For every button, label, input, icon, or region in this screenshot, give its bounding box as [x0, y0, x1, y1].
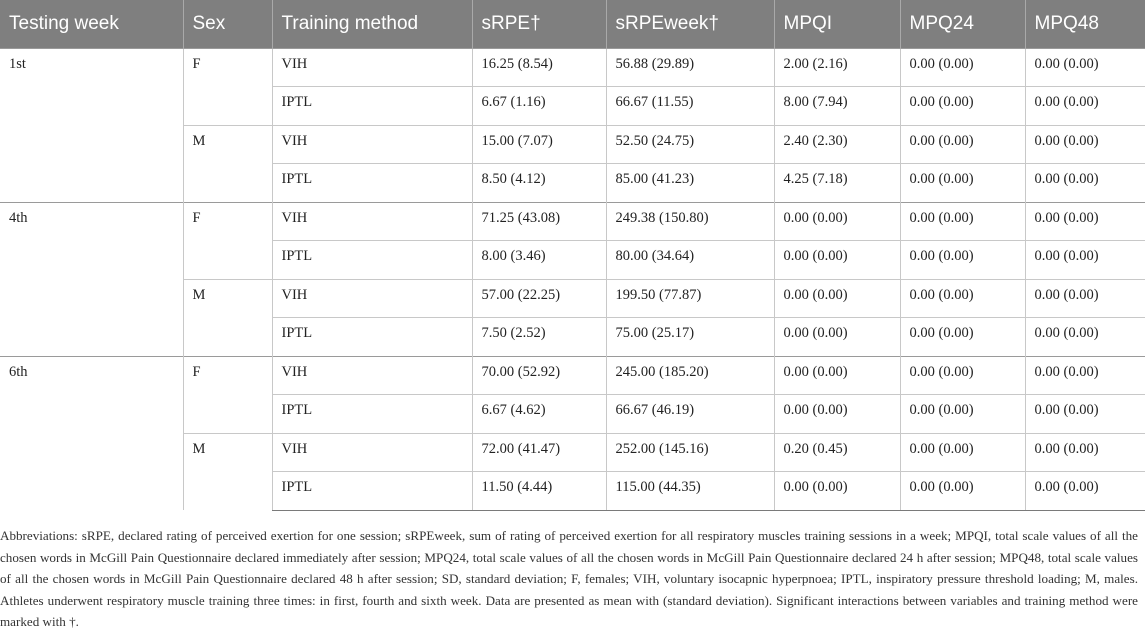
cell-training-method: IPTL	[272, 164, 472, 203]
cell-mpq48: 0.00 (0.00)	[1025, 279, 1145, 318]
cell-srpe-week: 80.00 (34.64)	[606, 241, 774, 280]
cell-srpe: 11.50 (4.44)	[472, 472, 606, 511]
cell-mpq48: 0.00 (0.00)	[1025, 202, 1145, 241]
cell-mpq48: 0.00 (0.00)	[1025, 395, 1145, 434]
cell-training-method: IPTL	[272, 241, 472, 280]
cell-srpe-week: 75.00 (25.17)	[606, 318, 774, 357]
table-footnote: Abbreviations: sRPE, declared rating of perceived exertion for one session; sRPEweek, sum of rating of perceived exertion for all respiratory muscles training sessions in a week; MPQI, total scale values of all the chosen words in McGill Pain Questionnaire declared immediately after session; MPQ24, total scale values of all the chosen words in McGill Pain Questionnaire declared 24 h after session; MPQ48, total scale values of all the chosen words in McGill Pain Questionnaire declared 48 h after session; SD, standard deviation; F, females; VIH, voluntary isocapnic hyperpnoea; IPTL, inspiratory pressure threshold loading; M, males. Athletes underwent respiratory muscle training three times: in first, fourth and sixth week. Data are presented as mean with (standard deviation). Significant interactions between variables and training method were marked with †.	[0, 528, 1138, 629]
table-header	[0, 0, 1145, 48]
header-training-method: Training method	[272, 0, 472, 48]
cell-mpqi: 0.00 (0.00)	[774, 318, 900, 357]
header-row	[0, 0, 1145, 48]
cell-sex: F	[183, 356, 272, 433]
cell-sex: M	[183, 279, 272, 356]
cell-srpe: 6.67 (1.16)	[472, 87, 606, 126]
header-mpq48: MPQ48	[1025, 0, 1145, 48]
cell-testing-week: 4th	[0, 202, 183, 356]
cell-mpqi: 0.00 (0.00)	[774, 202, 900, 241]
cell-mpq48: 0.00 (0.00)	[1025, 472, 1145, 511]
cell-mpq24: 0.00 (0.00)	[900, 241, 1025, 280]
cell-sex: M	[183, 125, 272, 202]
cell-srpe-week: 245.00 (185.20)	[606, 356, 774, 395]
cell-mpq24: 0.00 (0.00)	[900, 202, 1025, 241]
cell-mpq24: 0.00 (0.00)	[900, 48, 1025, 87]
cell-training-method: IPTL	[272, 87, 472, 126]
cell-srpe: 16.25 (8.54)	[472, 48, 606, 87]
cell-mpq48: 0.00 (0.00)	[1025, 87, 1145, 126]
header-srpe-week: sRPEweek†	[606, 0, 774, 48]
cell-mpqi: 0.00 (0.00)	[774, 356, 900, 395]
cell-sex: F	[183, 202, 272, 279]
cell-mpq24: 0.00 (0.00)	[900, 433, 1025, 472]
cell-mpq48: 0.00 (0.00)	[1025, 48, 1145, 87]
cell-srpe-week: 199.50 (77.87)	[606, 279, 774, 318]
cell-sex: M	[183, 433, 272, 510]
cell-training-method: VIH	[272, 356, 472, 395]
cell-mpq24: 0.00 (0.00)	[900, 356, 1025, 395]
cell-srpe: 8.00 (3.46)	[472, 241, 606, 280]
table-row	[0, 202, 1145, 241]
cell-srpe-week: 52.50 (24.75)	[606, 125, 774, 164]
cell-srpe-week: 252.00 (145.16)	[606, 433, 774, 472]
header-srpe: sRPE†	[472, 0, 606, 48]
cell-training-method: IPTL	[272, 472, 472, 511]
cell-srpe-week: 249.38 (150.80)	[606, 202, 774, 241]
cell-mpq48: 0.00 (0.00)	[1025, 164, 1145, 203]
cell-srpe: 72.00 (41.47)	[472, 433, 606, 472]
table-row	[0, 48, 1145, 87]
header-mpq24: MPQ24	[900, 0, 1025, 48]
cell-mpqi: 0.00 (0.00)	[774, 395, 900, 434]
cell-training-method: VIH	[272, 279, 472, 318]
cell-mpq48: 0.00 (0.00)	[1025, 433, 1145, 472]
header-testing-week: Testing week	[9, 12, 119, 34]
cell-mpq24: 0.00 (0.00)	[900, 279, 1025, 318]
cell-mpqi: 0.00 (0.00)	[774, 279, 900, 318]
cell-mpq48: 0.00 (0.00)	[1025, 356, 1145, 395]
cell-mpqi: 2.00 (2.16)	[774, 48, 900, 87]
cell-srpe-week: 56.88 (29.89)	[606, 48, 774, 87]
cell-training-method: VIH	[272, 48, 472, 87]
header-mpqi: MPQI	[774, 0, 900, 48]
cell-mpq48: 0.00 (0.00)	[1025, 241, 1145, 280]
cell-srpe: 15.00 (7.07)	[472, 125, 606, 164]
cell-sex: F	[183, 48, 272, 125]
cell-srpe-week: 115.00 (44.35)	[606, 472, 774, 511]
cell-training-method: IPTL	[272, 318, 472, 357]
cell-mpq24: 0.00 (0.00)	[900, 318, 1025, 357]
table-row	[0, 356, 1145, 395]
cell-mpqi: 0.20 (0.45)	[774, 433, 900, 472]
cell-mpqi: 8.00 (7.94)	[774, 87, 900, 126]
header-sex: Sex	[183, 0, 272, 48]
cell-srpe-week: 85.00 (41.23)	[606, 164, 774, 203]
cell-training-method: IPTL	[272, 395, 472, 434]
cell-testing-week: 6th	[0, 356, 183, 510]
cell-srpe: 70.00 (52.92)	[472, 356, 606, 395]
cell-training-method: VIH	[272, 125, 472, 164]
cell-srpe: 6.67 (4.62)	[472, 395, 606, 434]
cell-srpe-week: 66.67 (11.55)	[606, 87, 774, 126]
cell-srpe: 57.00 (22.25)	[472, 279, 606, 318]
cell-mpq24: 0.00 (0.00)	[900, 125, 1025, 164]
cell-srpe: 8.50 (4.12)	[472, 164, 606, 203]
cell-training-method: VIH	[272, 202, 472, 241]
cell-mpq24: 0.00 (0.00)	[900, 472, 1025, 511]
cell-mpq24: 0.00 (0.00)	[900, 87, 1025, 126]
cell-srpe: 71.25 (43.08)	[472, 202, 606, 241]
cell-mpqi: 0.00 (0.00)	[774, 472, 900, 511]
cell-training-method: VIH	[272, 433, 472, 472]
cell-testing-week: 1st	[0, 48, 183, 202]
cell-mpqi: 4.25 (7.18)	[774, 164, 900, 203]
cell-mpqi: 2.40 (2.30)	[774, 125, 900, 164]
table-body	[0, 48, 1145, 510]
cell-mpq48: 0.00 (0.00)	[1025, 318, 1145, 357]
cell-srpe: 7.50 (2.52)	[472, 318, 606, 357]
cell-mpq24: 0.00 (0.00)	[900, 395, 1025, 434]
cell-srpe-week: 66.67 (46.19)	[606, 395, 774, 434]
cell-mpqi: 0.00 (0.00)	[774, 241, 900, 280]
cell-mpq48: 0.00 (0.00)	[1025, 125, 1145, 164]
cell-mpq24: 0.00 (0.00)	[900, 164, 1025, 203]
